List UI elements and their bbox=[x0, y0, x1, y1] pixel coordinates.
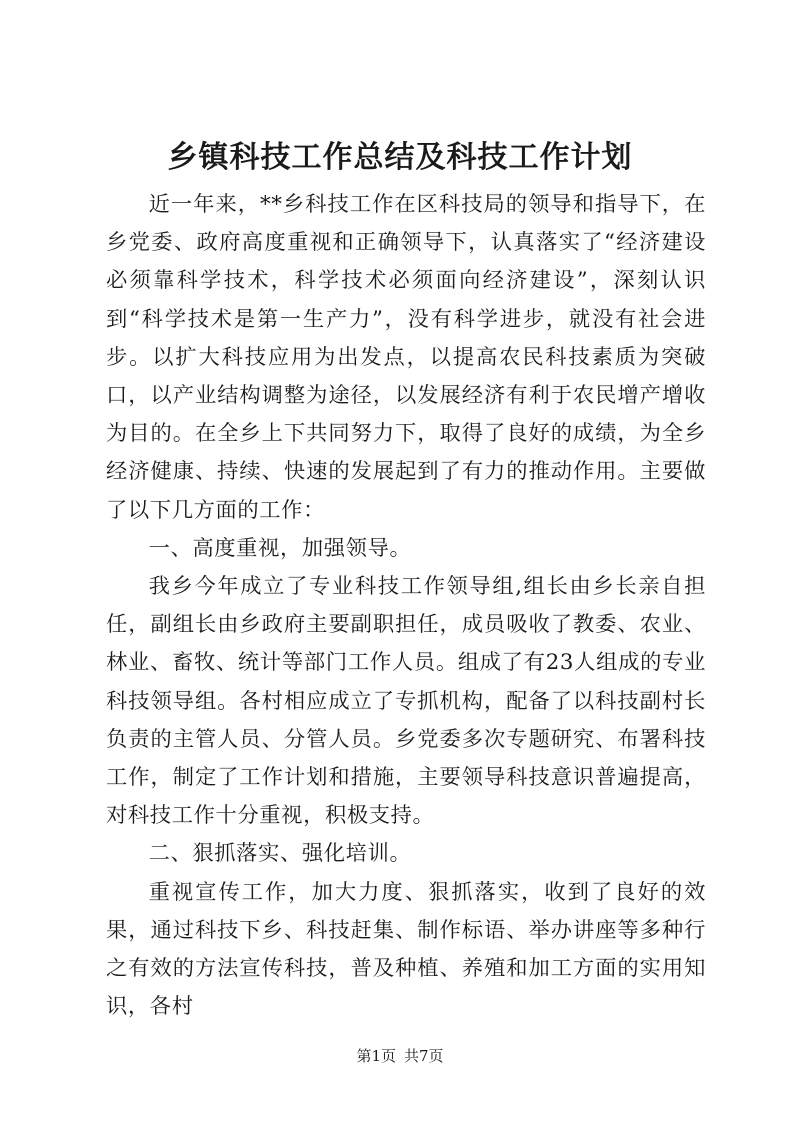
page-footer bbox=[0, 1046, 800, 1066]
paragraph-intro: 近一年来，**乡科技工作在区科技局的领导和指导下，在乡党委、政府高度重视和正确领导下，认真落实了“经济建设必须靠科学技术，科学技术必须面向经济建设”，深刻认识到“科学技术是第一生产力”，没有科学进步，就没有社会进步。以扩大科技应用为出发点，以提高农民科技素质为突破口，以产业结构调整为途径，以发展经济有利于农民增产增收为目的。在全乡上下共同努力下，取得了良好的成绩，为全乡经济健康、持续、快速的发展起到了有力的推动作用。主要做了以下几方面的工作： bbox=[106, 192, 706, 523]
paragraph-section-1: 我乡今年成立了专业科技工作领导组,组长由乡长亲自担任，副组长由乡政府主要副职担任，成员吸收了教委、农业、林业、畜牧、统计等部门工作人员。组成了有23人组成的专业科技领导组。各村相应成立了专抓机构，配备了以科技副村长负责的主管人员、分管人员。乡党委多次专题研究、布署科技工作，制定了工作计划和措施，主要领导科技意识普遍提高，对科技工作十分重视，积极支持。 bbox=[106, 574, 706, 829]
document-body bbox=[106, 186, 706, 1026]
section-heading-1: 一、高度重视，加强领导。 bbox=[148, 535, 412, 561]
page-number: 第1页 bbox=[356, 1047, 396, 1065]
section-heading-2: 二、狠抓落实、强化培训。 bbox=[148, 841, 412, 867]
paragraph-section-2: 重视宣传工作，加大力度、狠抓落实，收到了良好的效果，通过科技下乡、科技赶集、制作标语、举办讲座等多种行之有效的方法宣传科技，普及种植、养殖和加工方面的实用知识，各村 bbox=[106, 879, 706, 1020]
page-total: 共7页 bbox=[404, 1047, 444, 1065]
document-title: 乡镇科技工作总结及科技工作计划 bbox=[167, 140, 633, 175]
